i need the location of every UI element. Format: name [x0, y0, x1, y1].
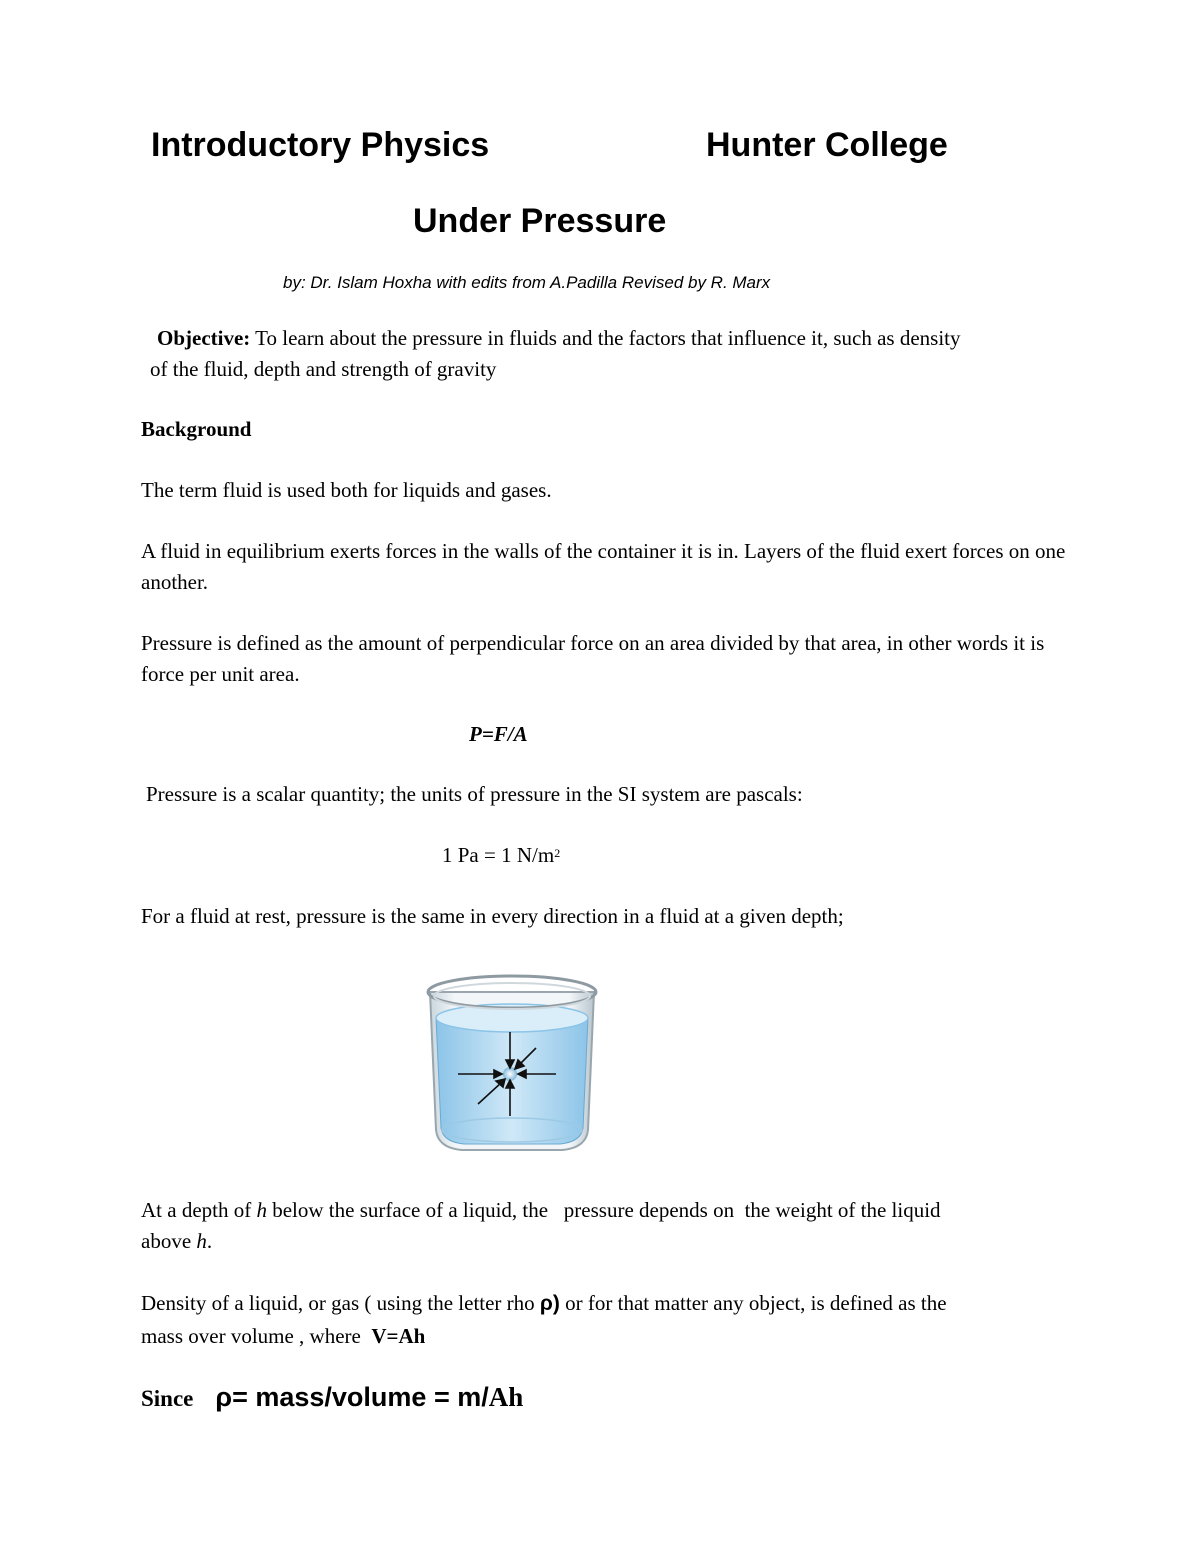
units-exponent: 2	[554, 846, 561, 860]
paragraph-depth-line-2	[141, 1226, 212, 1257]
paragraph-density-line-2	[141, 1321, 425, 1352]
volume-formula: V=Ah	[371, 1324, 426, 1348]
beaker-illustration	[422, 970, 602, 1160]
units-text: 1 Pa = 1 N/m	[442, 843, 555, 867]
paragraph-equilibrium: A fluid in equilibrium exerts forces in the walls of the container it is in. Layers of the fluid exert forces on one another.	[141, 539, 1066, 594]
units-definition	[442, 840, 560, 871]
paragraph-depth-line-1	[141, 1195, 941, 1226]
objective-label: Objective:	[157, 326, 251, 350]
density-formula-ah: Ah	[488, 1382, 524, 1412]
since-label: Since	[141, 1386, 194, 1411]
course-title: Introductory Physics	[151, 126, 490, 164]
depth-h-2: h	[196, 1229, 207, 1253]
paragraph-fluid-at-rest: For a fluid at rest, pressure is the same in every direction in a fluid at a given depth;	[141, 904, 844, 928]
document-title: Under Pressure	[413, 202, 667, 240]
byline: by: Dr. Islam Hoxha with edits from A.Padilla Revised by R. Marx	[283, 273, 771, 292]
depth-text-b: below the surface of a liquid, the pressure depends on the weight of the liquid	[266, 1198, 941, 1222]
objective-line-2: of the fluid, depth and strength of gravity	[150, 357, 497, 381]
background-heading: Background	[141, 417, 252, 441]
rho-symbol: ρ)	[539, 1292, 560, 1315]
density-text-b: or for that matter any object, is defined as the	[559, 1291, 947, 1315]
depth-text-a: At a depth of	[141, 1198, 257, 1222]
density-text-a: Density of a liquid, or gas ( using the letter rho	[141, 1291, 540, 1315]
density-text-c: mass over volume , where	[141, 1324, 372, 1348]
formula-pressure: P=F/A	[469, 722, 528, 746]
depth-text-c: above	[141, 1229, 197, 1253]
density-formula: ρ= mass/volume = m/	[215, 1382, 489, 1412]
paragraph-scalar: Pressure is a scalar quantity; the units of pressure in the SI system are pascals:	[146, 782, 803, 806]
college-name: Hunter College	[706, 126, 948, 164]
objective-line-1	[157, 323, 961, 354]
paragraph-pressure-definition: Pressure is defined as the amount of perpendicular force on an area divided by that area, in other words it is force per unit area.	[141, 631, 1045, 686]
objective-text: To learn about the pressure in fluids and the factors that influence it, such as density	[250, 326, 961, 350]
paragraph-density-line-1	[141, 1288, 947, 1319]
paragraph-fluid-term: The term fluid is used both for liquids and gases.	[141, 478, 552, 502]
depth-h: h	[256, 1198, 267, 1222]
depth-text-d: .	[206, 1229, 213, 1253]
since-formula-line	[141, 1382, 523, 1413]
